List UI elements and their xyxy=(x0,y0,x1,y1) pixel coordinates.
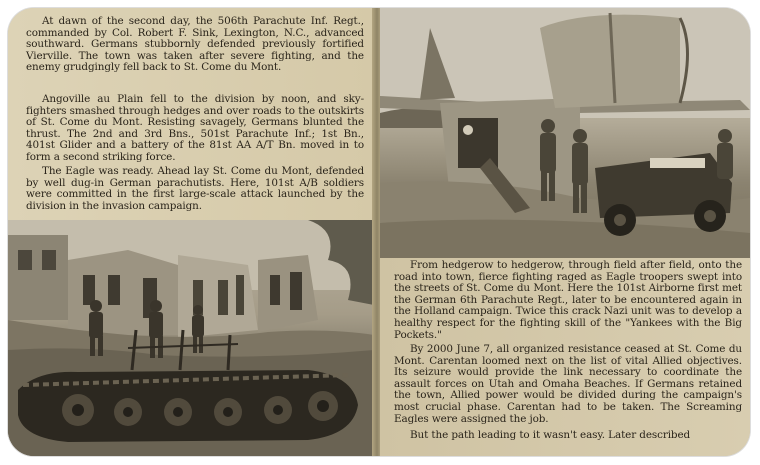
left-paragraph-3: The Eagle was ready. Ahead lay St. Come du Mont, defended by well dug-in German parachutists. Here, 101st A/B soldiers were committed in the first large-scale attack launched by the division in the invasion campaign. xyxy=(26,165,364,212)
ruins-illustration xyxy=(8,220,374,456)
photo-ruined-town xyxy=(8,220,374,456)
left-page xyxy=(8,8,374,456)
right-paragraph-3: But the path leading to it wasn't easy. Later described xyxy=(410,429,691,441)
right-paragraph-1: From hedgerow to hedgerow, through field after field, onto the road into town, fierce fighting raged as Eagle troopers swept into the streets of St. Come du Mont. Here the 101st Airborne first met the German 6th Parachute Regt., later to be encountered again in the Holland campaign. Twice this crack Nazi unit was to develop a healthy respect for the fighting skill of the "Yankees with the Big Pockets." xyxy=(394,259,742,341)
book-spread xyxy=(8,8,750,456)
glider-illustration xyxy=(380,8,750,258)
photo-glider-jeep xyxy=(380,8,750,258)
left-paragraph-2: Angoville au Plain fell to the division by noon, and sky-fighters smashed through hedges and over roads to the outskirts of St. Come du Mont. Resisting savagely, Germans blunted the thrust. The 2nd and 3rd Bns., 501st Parachute Inf.; 1st Bn., 401st Glider and a battery of the 81st AA A/T Bn. moved in to form a second striking force. xyxy=(26,93,364,163)
right-paragraph-2: By 2000 June 7, all organized resistance ceased at St. Come du Mont. Carentan loomed next on the list of vital Allied objectives. Its seizure would provide the link necessary to coordinate the assault forces on Utah and Omaha Beaches. If Germans retained the town, Allied power would be divided during the campaign's most crucial phase. Carentan had to be taken. The Screaming Eagles were assigned the job. xyxy=(394,343,742,425)
left-paragraph-1: At dawn of the second day, the 506th Parachute Inf. Regt., commanded by Col. Robert F. Sink, Lexington, N.C., advanced southward. Germans stubbornly defended previously fortified Vierville. The town was taken after severe fighting, and the enemy grudgingly fell back to St. Come du Mont. xyxy=(26,15,364,74)
right-page xyxy=(380,8,750,456)
